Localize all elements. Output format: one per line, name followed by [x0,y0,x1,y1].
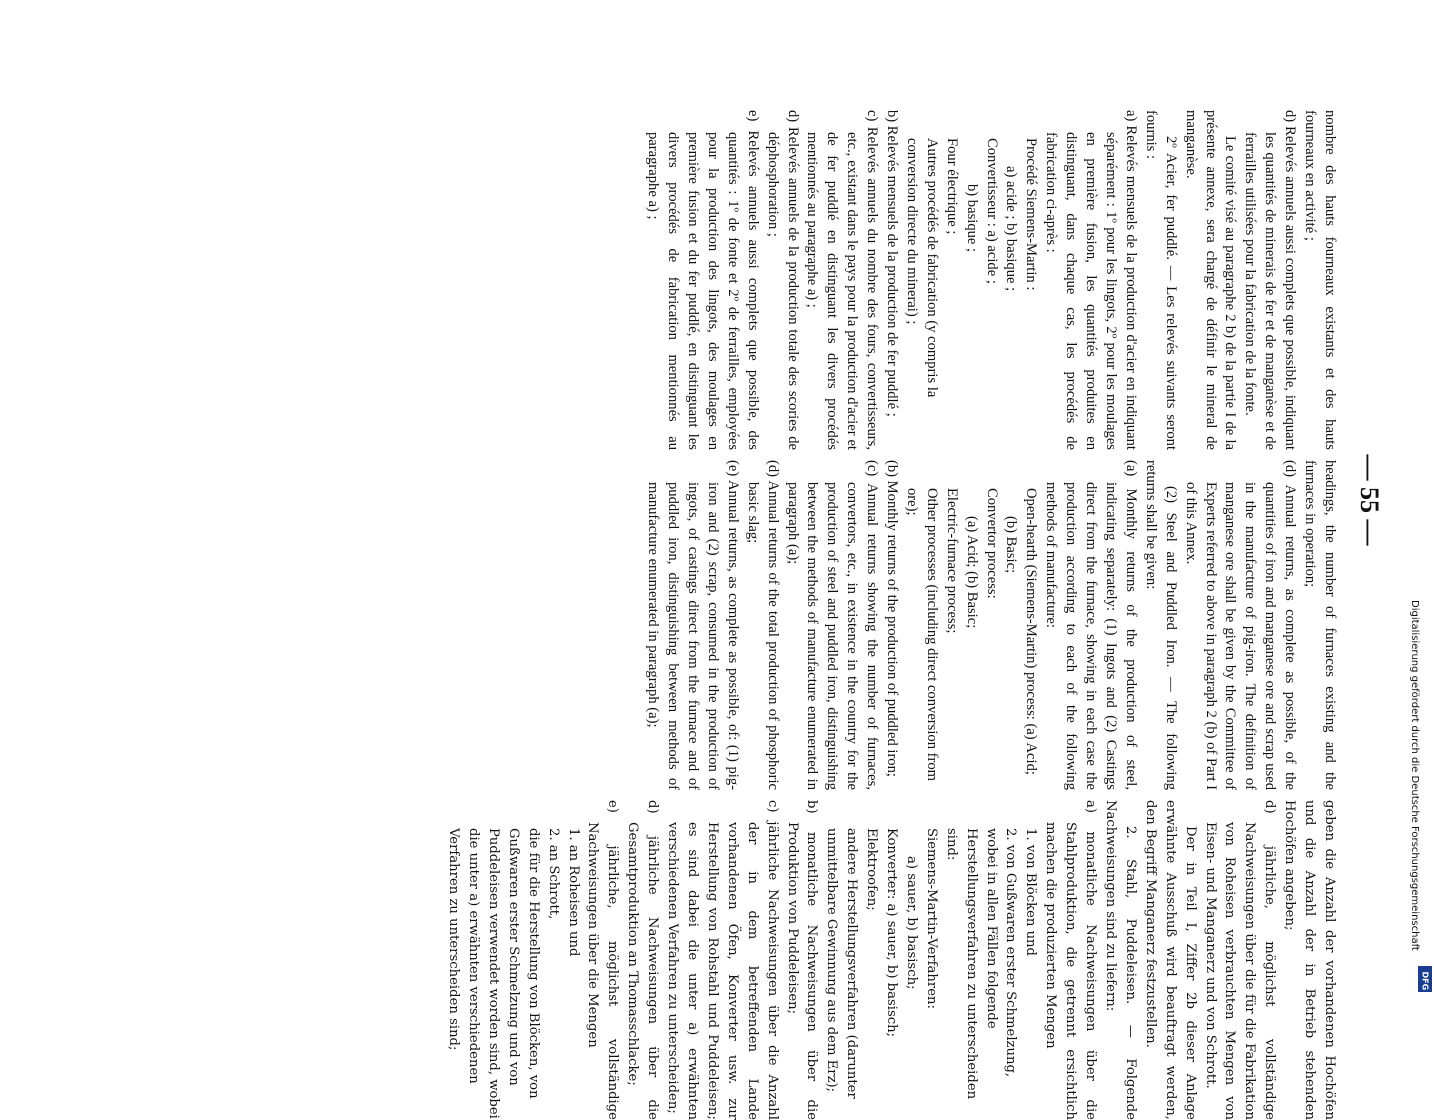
fr-item-d2: d) Relevés annuels de la production totale des scories de déphosphoration ; [764,110,801,450]
de-a-list-item: andere Herstellungsverfahren (darunter unmittelbare Gewinnung aus dem Erz); [824,828,860,1099]
de-item-d2: d) jährliche Nachweisungen über die Gesamtproduktion an Thomasschlacke; [625,800,661,1120]
en-item-a: (a) Monthly returns of the production of steel, indicating separately: (1) Ingots and (2) Castings direct from the furnace, showing in each case the production according to each of the following methods of manufacture: [1043,460,1139,790]
fr-item-a: a) Relevés mensuels de la production d'acier en indiquant séparément : 1º pour les lingots, 2º pour les moulages en première fusion, les quantités produites en distinguant, dans chaque cas, les procédés de fabrication ci-après : [1043,110,1139,450]
de-e-list-item: 2. an Schrott, [545,828,561,920]
page-number: — 55 — [1355,454,1384,546]
de-item-b: b) monatliche Nachweisungen über die Produktion von Puddeleisen; [784,800,820,1120]
german-column [120,800,1339,1120]
de-e-list-item: 1. an Roheisen und [565,828,581,957]
fr-item-c: c) Relevés annuels du nombre des fours, convertisseurs, etc., existant dans le pays pour la production d'acier et de fer puddlé en distinguant les divers procédés mentionnés au paragraphe a) ; [804,110,881,450]
en-a-list-item: Other processes (including direct conversion from ore); [903,488,940,782]
de-a-list-item: 1. von Blöcken und [1023,828,1039,956]
en-section-2: (2) Steel and Puddled Iron. — The following returns shall be given: [1142,460,1179,790]
en-a-list-item: (a) Acid; (b) Basic; [963,516,980,629]
en-a-list-item: Open-hearth (Siemens-Martin) process: (a) Acid; [1023,488,1040,775]
fr-a-list-item: a) acide ; b) basique ; [1003,166,1020,292]
fr-a-list-item: b) basique ; [963,184,980,253]
dfg-logo-text: DFG [1420,971,1430,991]
en-item-c: (c) Annual returns showing the number of furnaces, convertors, etc., in existence in the country for the production of steel and puddled iron, distinguishing between the methods of manufacture enumerated in paragraph (a); [784,460,881,790]
de-a-list [821,800,1040,1120]
en-item-d2: (d) Annual returns of the total production of phosphoric basic slag; [744,460,781,790]
de-a-list-item: Siemens-Martin-Verfahren: [923,828,939,1009]
de-e-list [443,800,582,1120]
fr-section-2: 2º Acier, fer puddlé. — Les relevés suivants seront fournis : [1142,110,1179,450]
en-item-b: (b) Monthly returns of the production of puddled iron; [884,460,901,777]
de-item-a: a) monatliche Nachweisungen über die Stahlproduktion, die getrennt ersichtlich machen die produzierten Mengen [1043,800,1099,1120]
en-a-list-item: Convertor process: [983,488,1000,599]
en-intro: headings, the number of furnaces existing and the furnaces in operation; [1302,460,1338,790]
de-e-list-item: die für die Herstellung von Blöcken, von Gußwaren erster Schmelzung und von Puddeleisen verwendet worden sind, wobei die unter a) erwähnten verschiedenen Verfahren zu unterscheiden sind; [446,828,541,1119]
fr-a-list-item: Procédé Siemens-Martin : [1023,138,1040,291]
fr-a-list-item: Autres procédés de fabrication (y compris la conversion directe du minerai) ; [903,138,940,398]
en-a-list [901,460,1040,790]
de-a-list-item: Elektroofen; [864,828,880,911]
en-item-d: (d) Annual returns, as complete as possible, of the quantities of iron and manganese ore and scrap used in the manufacture of pig-iron. The definition of manganese ore shall be given by the Committee of Experts referred to above in paragraph 2 (b) of Part I of this Annex. [1182,460,1299,790]
de-intro: geben die Anzahl der vorhandenen Hochöfen und die Anzahl der in Betrieb stehenden Hochöfen angeben; [1282,800,1337,1120]
fr-item-e: e) Relevés annuels aussi complets que possible, des quantités : 1º de fonte et 2º de ferrailles, employées pour la production des lingots, des moulages en première fusion et du fer puddlé, en distinguant les divers procédés de fabrication mentionnés au paragraphe a) ; [645,110,761,450]
fr-intro: nombre des hauts fourneaux existants et des hauts fourneaux en activité ; [1302,110,1338,450]
de-ausschuss: Der in Teil I, Ziffer 2b dieser Anlage erwähnte Ausschuß wird beauftragt werden, den Begriff Manganerz festzustellen. [1142,800,1198,1120]
de-item-d: d) jährliche, möglichst vollständige Nachweisungen über die für die Fabrikation von Roheisen verbrauchten Mengen von Eisen- und Manganerz und von Schrott. [1202,800,1278,1120]
fr-a-list-item: Four électrique ; [943,138,960,235]
fr-item-d: d) Relevés annuels aussi complets que possible, indiquant les quantités de minerais de fer et de manganèse et de ferrailles utilisées pour la fabrication de la fonte. [1242,110,1299,450]
de-a-list-item: wobei in allen Fällen folgende Herstellungsverfahren zu unterscheiden sind: [943,828,999,1100]
de-a-list-item: 2. von Gußwaren erster Schmelzung, [1003,828,1019,1078]
de-section-2: 2. Stahl, Puddeleisen. — Folgende Nachweisungen sind zu liefern: [1103,800,1138,1120]
dfg-logo [1418,966,1432,992]
en-item-e: (e) Annual returns, as complete as possible, of: (1) pig-iron and (2) scrap, consumed in the production of ingots, of castings direct from the furnace and of puddled iron, distinguishing between methods of manufacture enumerated in paragraph (a); [645,460,741,790]
de-item-e: e) jährliche, möglichst vollständige Nachweisungen über die Mengen [585,800,621,1120]
fr-a-list-item: Convertisseur : a) acide ; [983,138,1000,284]
en-a-list-item: (b) Basic; [1003,516,1020,574]
de-a-list-item: Konverter: a) sauer, b) basisch; [884,828,900,1038]
french-column [120,110,1339,450]
de-item-c: c) jährliche Nachweisungen über die Anzahl der in dem betreffenden Lande vorhandenen Öfen, Konverter usw. zur Herstellung von Rohstahl und Puddeleisen; es sind dabei die unter a) erwähnten verschiedenen Verfahren zu unterscheiden; [665,800,780,1120]
fr-comite: Le comité visé au paragraphe 2 b) de la partie I de la présente annexe, sera chargé de définir le mineral de manganèse. [1182,110,1239,450]
de-a-list-item: a) sauer, b) basisch; [903,856,919,990]
en-a-list-item: Electric-furnace process; [943,488,960,634]
english-column [120,460,1339,790]
fr-a-list [901,110,1040,450]
digitization-credit: Digitalisierung gefördert durch die Deutsche Forschungsgemeinschaft [1409,600,1420,951]
fr-item-b: b) Relevés mensuels de la production de fer puddlé ; [884,110,901,417]
